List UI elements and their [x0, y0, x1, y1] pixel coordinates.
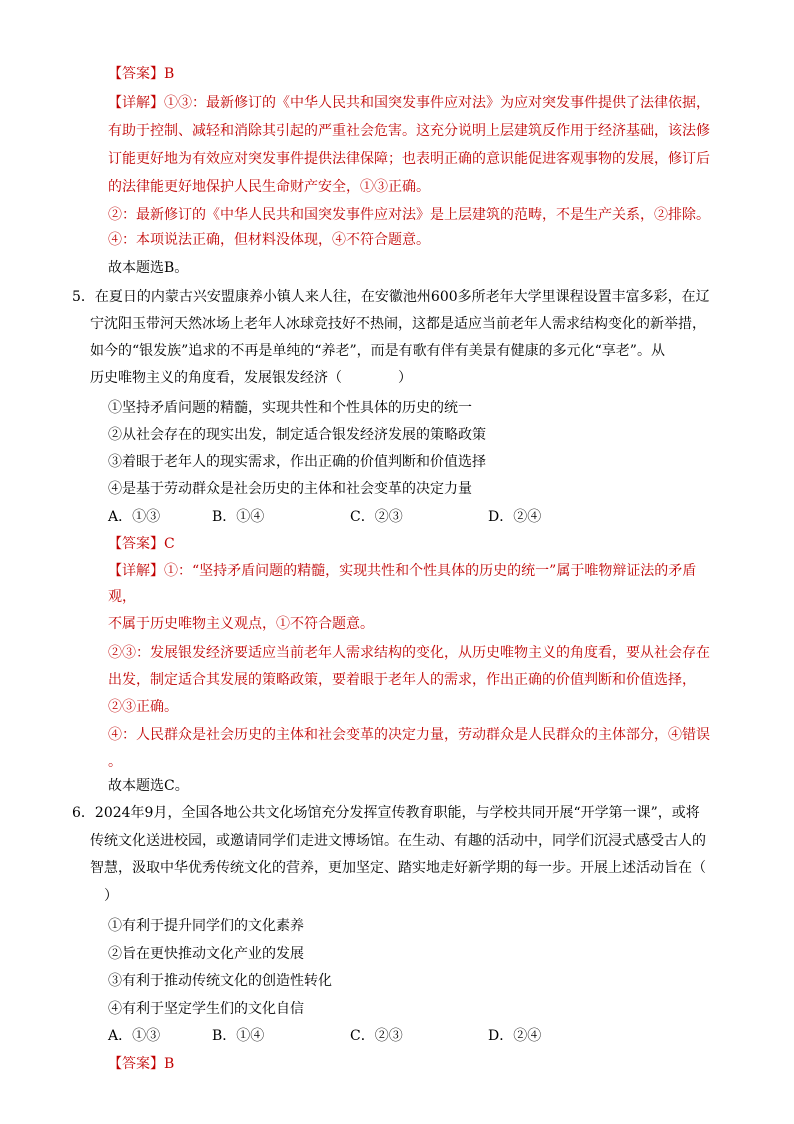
- q6-stem-line-2: 传统文化送进校园，或邀请同学们走进文博场馆。在生动、有趣的活动中，同学们沉浸式感受古人的: [90, 833, 706, 849]
- q4-detail-line-2: 有助于控制、减轻和消除其引起的严重社会危害。这充分说明上层建筑反作用于经济基础，该法修: [108, 123, 710, 139]
- q5-statement-1: ①坚持矛盾问题的精髓，实现共性和个性具体的历史的统一: [108, 400, 472, 416]
- q5-detail-line-5: 出发，制定适合其发展的策略政策，要着眼于老年人的需求，作出正确的价值判断和价值选择，: [108, 672, 696, 688]
- q6-answer: [108, 1054, 174, 1074]
- answer-value: B: [164, 66, 175, 82]
- q6-statement-4: ④有利于坚定学生们的文化自信: [108, 1001, 304, 1017]
- q4-answer: [108, 64, 174, 84]
- q5-detail-line-4: ②③：发展银发经济要适应当前老年人需求结构的变化，从历史唯物主义的角度看，要从社会存在: [108, 645, 710, 661]
- q5-stem-line-1: 5．在夏日的内蒙古兴安盟康养小镇人来人往，在安徽池州600多所老年大学里课程设置丰富多彩，在辽: [72, 289, 710, 305]
- q5-option-d: D．②④: [488, 509, 542, 525]
- q5-stem-line-4: 历史唯物主义的角度看，发展银发经济（ ）: [90, 370, 412, 386]
- q6-option-c: C．②③: [350, 1028, 403, 1044]
- q5-option-b: B．①④: [212, 509, 265, 525]
- q6-option-a: A．①③: [108, 1028, 161, 1044]
- answer-tag: 【答案】: [108, 66, 164, 82]
- answer-value: B: [164, 1056, 175, 1072]
- q5-statement-3: ③着眼于老年人的现实需求，作出正确的价值判断和价值选择: [108, 454, 486, 470]
- detail-tag: 【详解】: [108, 563, 164, 579]
- q6-stem-line-3: 智慧，汲取中华优秀传统文化的营养，更加坚定、踏实地走好新学期的每一步。开展上述活动旨在（: [90, 860, 706, 876]
- q5-option-a: A．①③: [108, 509, 161, 525]
- q5-stem-line-3: 如今的“银发族”追求的不再是单纯的“养老”，而是有歌有伴有美景有健康的多元化“享老”。从: [90, 343, 665, 359]
- q5-statement-2: ②从社会存在的现实出发，制定适合银发经济发展的策略政策: [108, 427, 486, 443]
- answer-tag: 【答案】: [108, 536, 164, 552]
- q4-detail-line-4: 的法律能更好地保护人民生命财产安全，①③正确。: [108, 179, 430, 195]
- q5-detail-line-6: ②③正确。: [108, 699, 178, 715]
- q5-detail-line-2: 观，: [108, 589, 136, 605]
- q6-stem-line-1: 6．2024年9月，全国各地公共文化场馆充分发挥宣传教育职能，与学校共同开展“开学第一课”，或将: [72, 805, 700, 821]
- q5-statement-4: ④是基于劳动群众是社会历史的主体和社会变革的决定力量: [108, 481, 472, 497]
- q6-option-d: D．②④: [488, 1028, 542, 1044]
- answer-tag: 【答案】: [108, 1056, 164, 1072]
- q4-conclusion: 故本题选B。: [108, 260, 189, 276]
- q5-option-c: C．②③: [350, 509, 403, 525]
- q4-detail-line-3: 订能更好地为有效应对突发事件提供法律保障；也表明正确的意识能促进客观事物的发展，修订后: [108, 151, 710, 167]
- q4-detail-line-1: 【详解】①③：最新修订的《中华人民共和国突发事件应对法》为应对突发事件提供了法律依据，: [108, 95, 710, 111]
- answer-value: C: [164, 536, 175, 552]
- q6-statement-1: ①有利于提升同学们的文化素养: [108, 918, 304, 934]
- q5-detail-line-7: ④：人民群众是社会历史的主体和社会变革的决定力量，劳动群众是人民群众的主体部分，④错误: [108, 727, 710, 743]
- q5-answer: [108, 534, 175, 554]
- q5-stem-line-2: 宁沈阳玉带河天然冰场上老年人冰球竞技好不热闹，这都是适应当前老年人需求结构变化的新举措，: [90, 316, 706, 332]
- q6-stem-line-4: ）: [90, 888, 118, 904]
- q4-detail-line-5: ②：最新修订的《中华人民共和国突发事件应对法》是上层建筑的范畴，不是生产关系，②排除。: [108, 207, 710, 223]
- q5-detail-line-1: 【详解】①：“坚持矛盾问题的精髓，实现共性和个性具体的历史的统一”属于唯物辩证法的矛盾: [108, 563, 697, 579]
- q5-detail-line-8: 。: [108, 754, 122, 770]
- q5-detail-line-3: 不属于历史唯物主义观点，①不符合题意。: [108, 616, 374, 632]
- q6-statement-2: ②旨在更快推动文化产业的发展: [108, 946, 304, 962]
- q5-conclusion: 故本题选C。: [108, 778, 189, 794]
- q6-option-b: B．①④: [212, 1028, 265, 1044]
- detail-tag: 【详解】: [108, 95, 164, 111]
- q4-detail-line-6: ④：本项说法正确，但材料没体现，④不符合题意。: [108, 232, 430, 248]
- q6-statement-3: ③有利于推动传统文化的创造性转化: [108, 973, 332, 989]
